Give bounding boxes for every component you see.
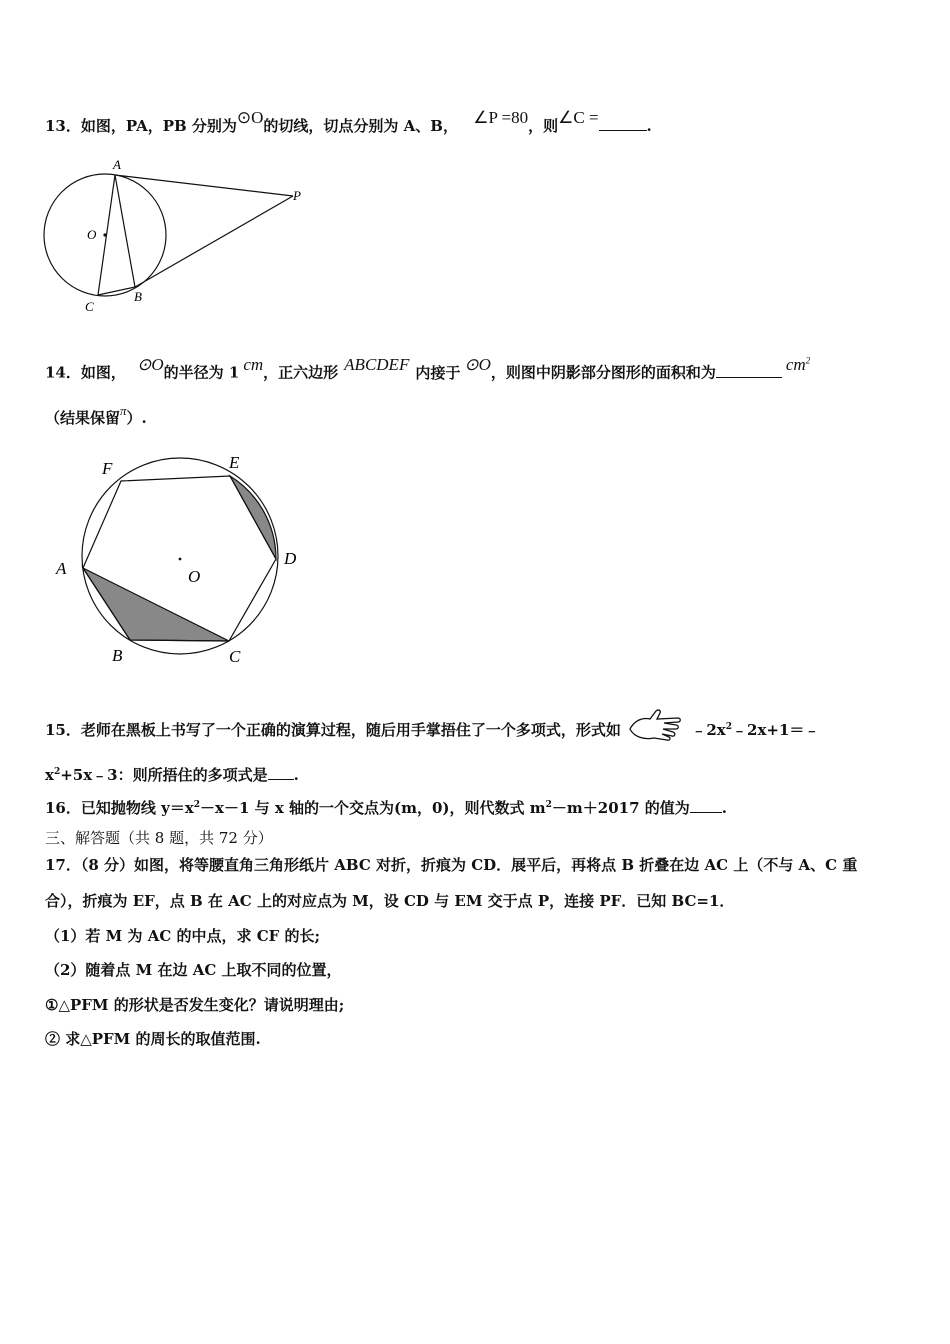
answer-blank <box>690 798 722 813</box>
label-c: C <box>85 299 94 314</box>
q17-part2-sub1: ①△PFM 的形状是否发生变化？请说明理由; <box>45 996 345 1014</box>
q17-line2: 合），折痕为 EF，点 B 在 AC 上的对应点为 M，设 CD 与 EM 交于点 P，连接 PF．已知 BC=1． <box>45 892 735 910</box>
center-dot <box>103 233 106 236</box>
angle-c-symbol: ∠C = <box>558 108 599 127</box>
label-b: B <box>134 289 142 304</box>
q17-line1: 17．（8 分）如图，将等腰直角三角形纸片 ABC 对折，折痕为 CD．展平后，再将点 B 折叠在边 AC 上（不与 A、C 重 <box>45 856 858 874</box>
label-a: A <box>56 559 67 578</box>
q15-text-line1: 15．老师在黑板上书写了一个正确的演算过程，随后用手掌捂住了一个多项式，形式如 $﹣2x^2﹣2x+1=﹣$ <box>45 711 819 751</box>
circle-o-symbol: ⊙O <box>236 108 264 127</box>
q17-part2: （2）随着点 M 在边 AC 上取不同的位置， <box>45 961 342 979</box>
q17-part2-sub2: ② 求△PFM 的周长的取值范围. <box>45 1030 261 1048</box>
label-o: O <box>188 567 201 586</box>
q14-text-line2: （结果保留π）. <box>45 403 147 427</box>
tangent-pa <box>115 175 293 196</box>
answer-blank <box>268 765 294 780</box>
tangent-pb <box>135 196 293 287</box>
label-f: F <box>102 459 113 478</box>
label-e: E <box>229 453 240 472</box>
hand-icon <box>626 707 686 747</box>
q16-text: 16．已知抛物线 $y=x^2-x-1$ 与 x 轴的一个交点为(m，0)，则代数式 $m^2-m+2017$ 的值为 . <box>45 799 727 817</box>
angle-p-value: ∠P =80 <box>473 108 529 127</box>
label-b: B <box>112 646 123 665</box>
hexagon-name: ABCDEF <box>344 354 410 374</box>
label-c: C <box>229 647 241 666</box>
shaded-triangle-abc <box>83 568 229 641</box>
circle-o-symbol: ⊙O <box>137 354 164 374</box>
label-d: D <box>284 549 297 568</box>
unit-cm: cm <box>243 354 264 374</box>
label-a: A <box>113 157 121 172</box>
label-o: O <box>87 227 97 242</box>
q13-figure <box>38 156 318 320</box>
label-p: P <box>293 188 301 203</box>
unit-cm2: $cm^2$ <box>785 354 811 374</box>
center-dot <box>179 558 182 561</box>
chord-ab <box>115 175 135 287</box>
answer-blank <box>599 116 647 131</box>
q15-text-line2: $x^2+5x﹣3$：则所捂住的多项式是 . <box>45 766 299 784</box>
answer-blank <box>716 363 782 378</box>
circle-o-symbol-2: ⊙O <box>464 354 491 374</box>
pi-symbol: π <box>120 403 127 418</box>
q17-part1: （1）若 M 为 AC 的中点，求 CF 的长; <box>45 927 321 945</box>
q14-text-line1: 14．如图， ⊙O的半径为 1 cm，正六边形 ABCDEF 内接于 ⊙O，则图中阴影部分图形的面积和为 $cm^2$ <box>45 354 811 382</box>
section-heading: 三、解答题（共 8 题，共 72 分） <box>45 829 273 847</box>
q13-text: 13．如图，PA，PB 分别为⊙O的切线，切点分别为 A、B， ∠P =80，则∠C = . <box>45 108 652 135</box>
q14-figure <box>50 448 310 677</box>
